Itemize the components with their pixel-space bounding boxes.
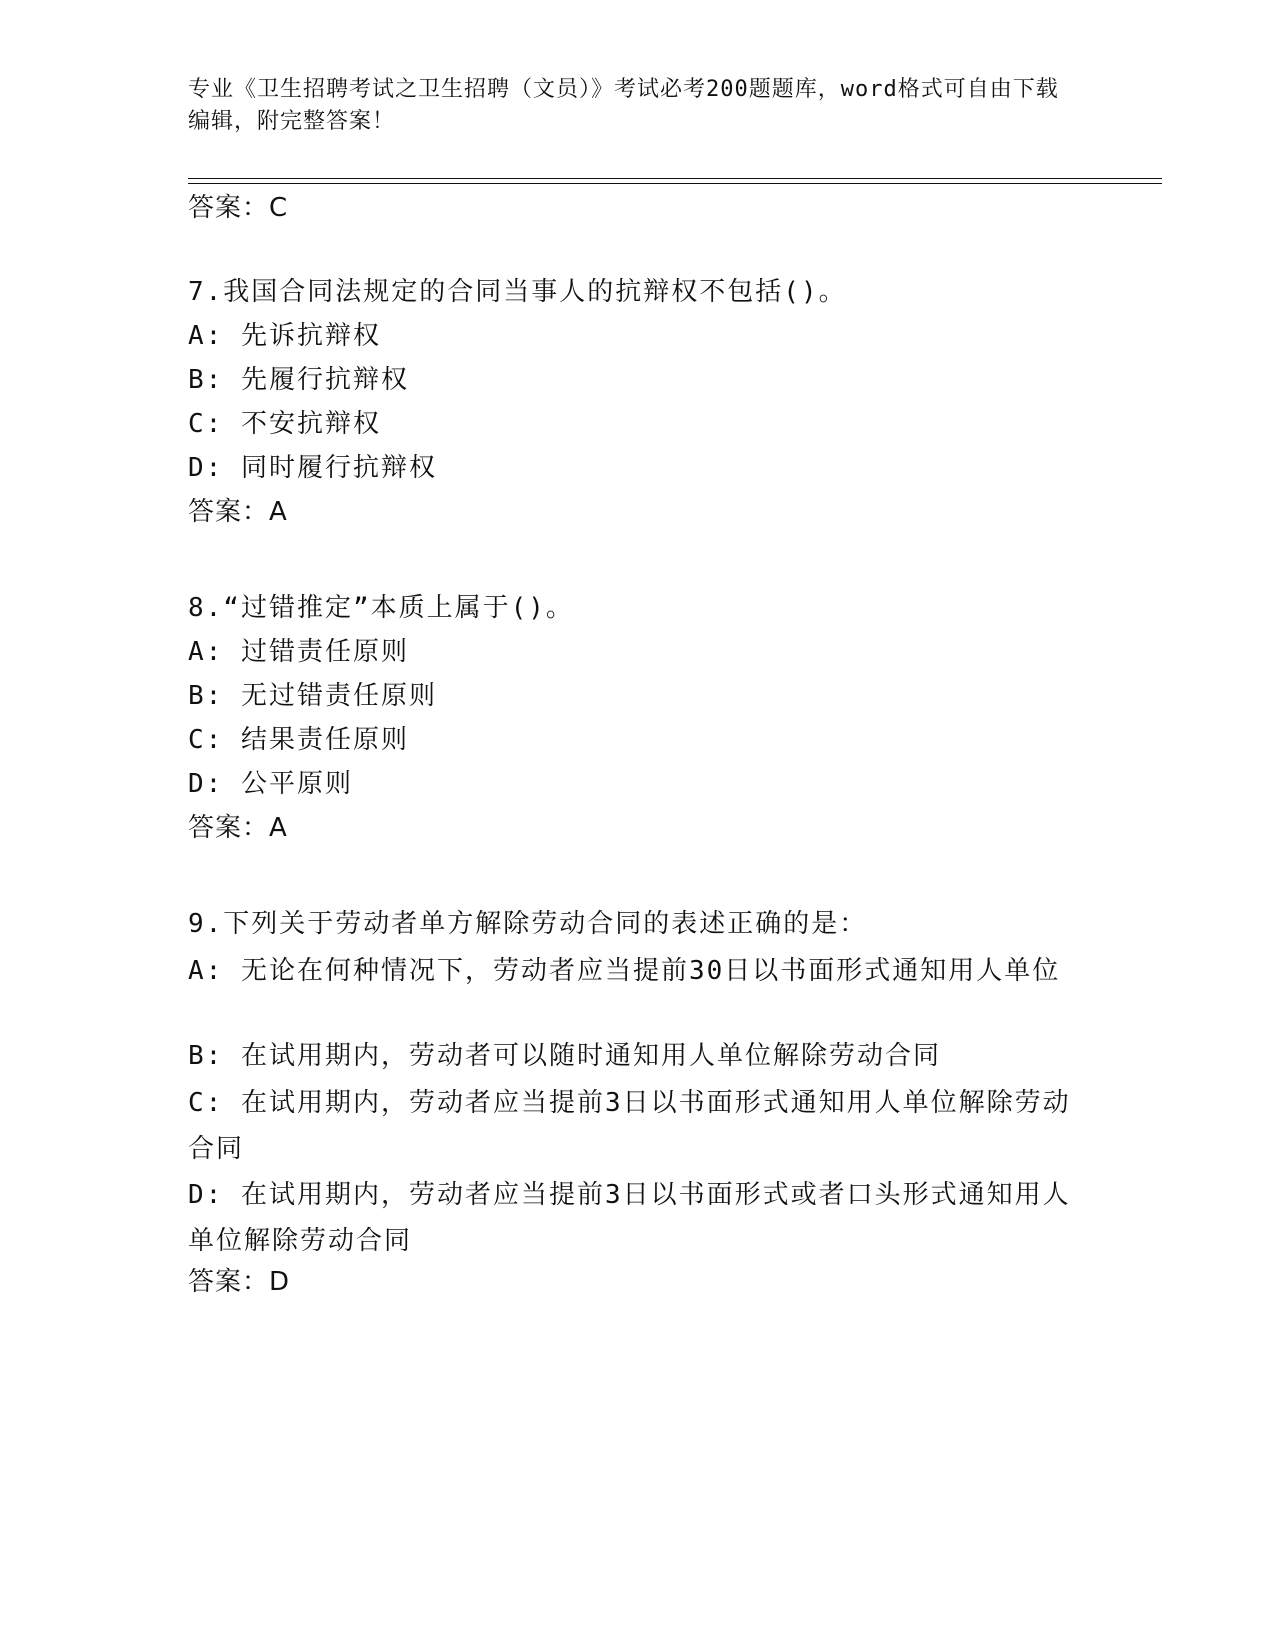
- question-8-option-c: C: 结果责任原则: [188, 725, 409, 755]
- question-9-option-b: B: 在试用期内，劳动者可以随时通知用人单位解除劳动合同: [188, 1041, 941, 1071]
- question-9-option-a: A: 无论在何种情况下，劳动者应当提前30日以书面形式通知用人单位: [188, 956, 1061, 986]
- question-9-stem: 9.下列关于劳动者单方解除劳动合同的表述正确的是：: [188, 909, 868, 939]
- question-7-stem: 7.我国合同法规定的合同当事人的抗辩权不包括()。: [188, 277, 847, 307]
- document-header: 专业《卫生招聘考试之卫生招聘（文员）》考试必考200题题库，word格式可自由下载编辑，附完整答案！: [188, 77, 1059, 134]
- answer-q6: 答案：C: [188, 193, 289, 223]
- question-8-option-d: D: 公平原则: [188, 769, 353, 799]
- question-7-option-d: D: 同时履行抗辩权: [188, 453, 437, 483]
- answer-q7: 答案：A: [188, 497, 288, 527]
- question-8-option-a: A: 过错责任原则: [188, 637, 409, 667]
- answer-q9: 答案：D: [188, 1267, 291, 1297]
- question-7-option-c: C: 不安抗辩权: [188, 409, 381, 439]
- question-9-option-c: C: 在试用期内，劳动者应当提前3日以书面形式通知用人单位解除劳动合同: [188, 1088, 1071, 1164]
- question-8-option-b: B: 无过错责任原则: [188, 681, 437, 711]
- header-rule-top: [188, 178, 1162, 179]
- header-rule-bottom: [188, 183, 1162, 184]
- question-7-option-b: B: 先履行抗辩权: [188, 365, 409, 395]
- question-7-option-a: A: 先诉抗辩权: [188, 321, 381, 351]
- answer-q8: 答案：A: [188, 813, 288, 843]
- question-9-option-d: D: 在试用期内，劳动者应当提前3日以书面形式或者口头形式通知用人单位解除劳动合同: [188, 1180, 1071, 1256]
- question-8-stem: 8.“过错推定”本质上属于()。: [188, 593, 574, 623]
